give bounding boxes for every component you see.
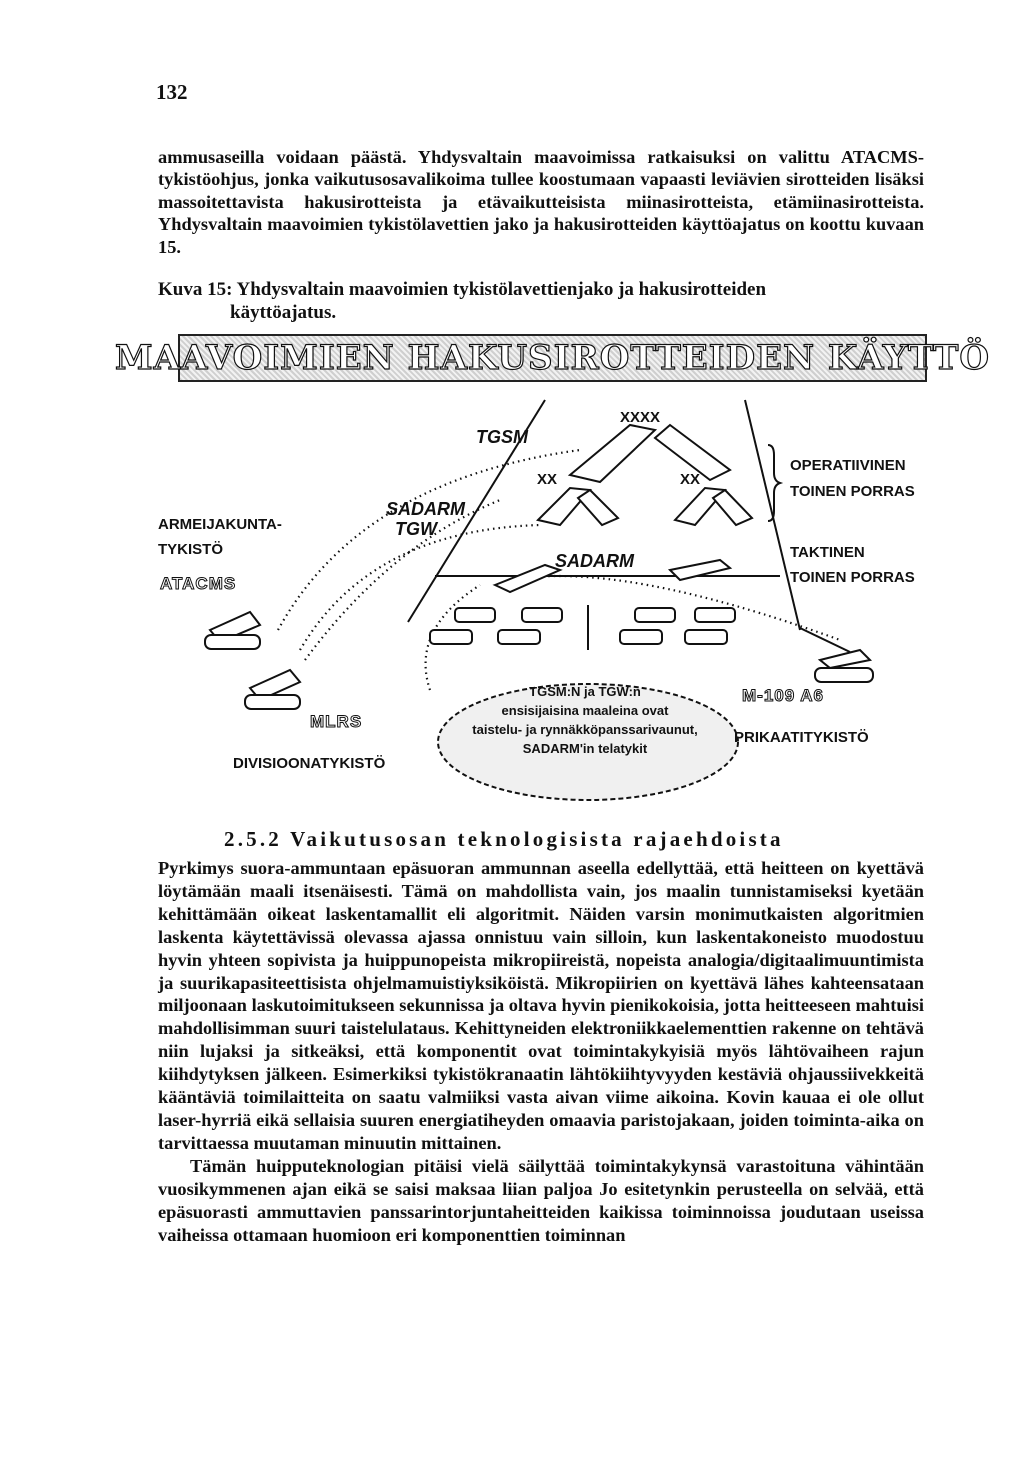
brigade-left	[495, 565, 560, 592]
trajectory-atacms	[278, 450, 580, 630]
label-xx-right: XX	[680, 471, 701, 488]
division-right-a	[675, 488, 725, 525]
label-army-corps-2: TYKISTÖ	[158, 541, 224, 558]
body-paragraph-2: Tämän huipputeknologian pitäisi vielä säilyttää toimintakykynsä varastoituna vähintään vuosikymmenen ajan eikä se saisi maksaa liian paljoa Jo esitetynkin perusteella on selvää, että epäsuorasti ammuttavien panssarintorjuntaheitteiden kaikissa toiminnoissa joudutaan useissa vaiheissa ottamaan huomioon eri komponenttien toiminnan	[158, 1155, 924, 1245]
bubble-line-1: TGSM:N ja TGW:n	[529, 684, 641, 699]
army-formation-left	[570, 425, 655, 482]
division-left-a	[538, 488, 590, 525]
body-text	[158, 857, 924, 1246]
bubble-line-4: SADARM'in telatykit	[522, 741, 648, 756]
figure-caption	[158, 278, 918, 324]
label-sadarm-lower: SADARM	[555, 551, 634, 571]
label-atacms: ATACMS	[160, 574, 237, 593]
figure-banner-text: MAAVOIMIEN HAKUSIROTTEIDEN KÄYTTÖ	[114, 338, 991, 378]
division-right-b	[713, 490, 752, 525]
label-operational-1: OPERATIIVINEN	[790, 457, 906, 474]
division-left-b	[578, 490, 618, 525]
label-m109: M-109 A6	[742, 686, 825, 705]
label-brigade-artillery: PRIKAATITYKISTÖ	[734, 729, 869, 746]
target-rows	[430, 605, 735, 650]
bubble-text	[440, 682, 730, 758]
operational-bracket	[768, 445, 780, 521]
caption-line-1: Kuva 15: Yhdysvaltain maavoimien tykistölavettienjako ja hakusirotteiden	[158, 279, 767, 300]
label-tgw: TGW	[395, 519, 437, 539]
body-paragraph-1: Pyrkimys suora-ammuntaan epäsuoran ammunnan aseella edellyttää, että heitteen on kyettävä löytämään maali itsenäisesti. Tämä on mahdollista vain, jos maalin tunnistamiseksi kyetään kehittämään oikeat laskentamallit eli algoritmit. Näiden varsin monimutkaisten algoritmien laskenta käytettävissä olevassa ajassa onnistuu vain silloin, kun laskentakoneisto muodostuu hyvin yhteen sopivista ja huippunopeista mikropiireistä, nopeista analogia/digitaalimuuntimista ja suurikapasiteettisista ohjelmamuistiyksiköistä. Mikropiirien on kyettävä lähes kahteensataan miljoonaan laskutoimitukseen sekunnissa ja oltava hyvin pienikokoisia, jotta heitteeseen mahtuisi mahdollisimman suuri taistelulataus. Kehittyneiden elektroniikkaelementtien rakenne on tehtävä niin lujaksi ja sitkeäksi, että komponentit ovat toimintakykyisiä myös lähtövaiheen rajun kiihdytyksen jälkeen. Esimerkiksi tykistökranaatin lähtökiihtyvyyden kestäviä ohjaussiivekkeitä kääntäviä toimilaitteita on saatu valmiiksi vasta aivan viime aikoina. Kovin kauaa ei ole ollut laser-hyrriä eikä sellaisia suuren energiatiheyden omaavia paristojakaan, joiden toiminta-aika on tarvittaessa muutaman minuutin mittainen.	[158, 858, 924, 1153]
label-tactical-1: TAKTINEN	[790, 544, 865, 561]
label-xx-left: XX	[537, 471, 558, 488]
artillery-diagram	[114, 330, 991, 830]
label-operational-2: TOINEN PORRAS	[790, 483, 915, 500]
label-sadarm-upper: SADARM	[386, 499, 465, 519]
label-tactical-2: TOINEN PORRAS	[790, 569, 915, 586]
bubble-line-2: ensisijaisina maaleina ovat	[501, 703, 669, 718]
section-heading: 2.5.2 Vaikutusosan teknologisista rajaehdoista	[224, 827, 784, 851]
caption-line-2: käyttöajatus.	[230, 302, 337, 323]
label-xxxx: XXXX	[620, 409, 661, 426]
label-tgsm: TGSM	[476, 427, 528, 447]
label-division-artillery: DIVISIOONATYKISTÖ	[233, 755, 386, 772]
label-army-corps-1: ARMEIJAKUNTA-	[158, 516, 282, 533]
intro-paragraph: ammusaseilla voidaan päästä. Yhdysvaltain maavoimissa ratkaisuksi on valittu ATACMS-tykistöohjus, jonka vaikutusosavalikoima tullee koostumaan vapaasti leviävien sirotteiden lisäksi massoitettavista hakusirotteista ja etävaikutteisista miinasirotteista, etämiinasirotteista. Yhdysvaltain maavoimien tykistölavettien jako ja hakusirotteiden käyttöajatus on koottu kuvaan 15.	[158, 147, 924, 257]
page-number: 132	[156, 80, 188, 104]
plane-right-edge	[745, 400, 800, 630]
bubble-line-3: taistelu- ja rynnäkköpanssarivaunut,	[472, 722, 698, 737]
label-mlrs: MLRS	[310, 712, 363, 731]
